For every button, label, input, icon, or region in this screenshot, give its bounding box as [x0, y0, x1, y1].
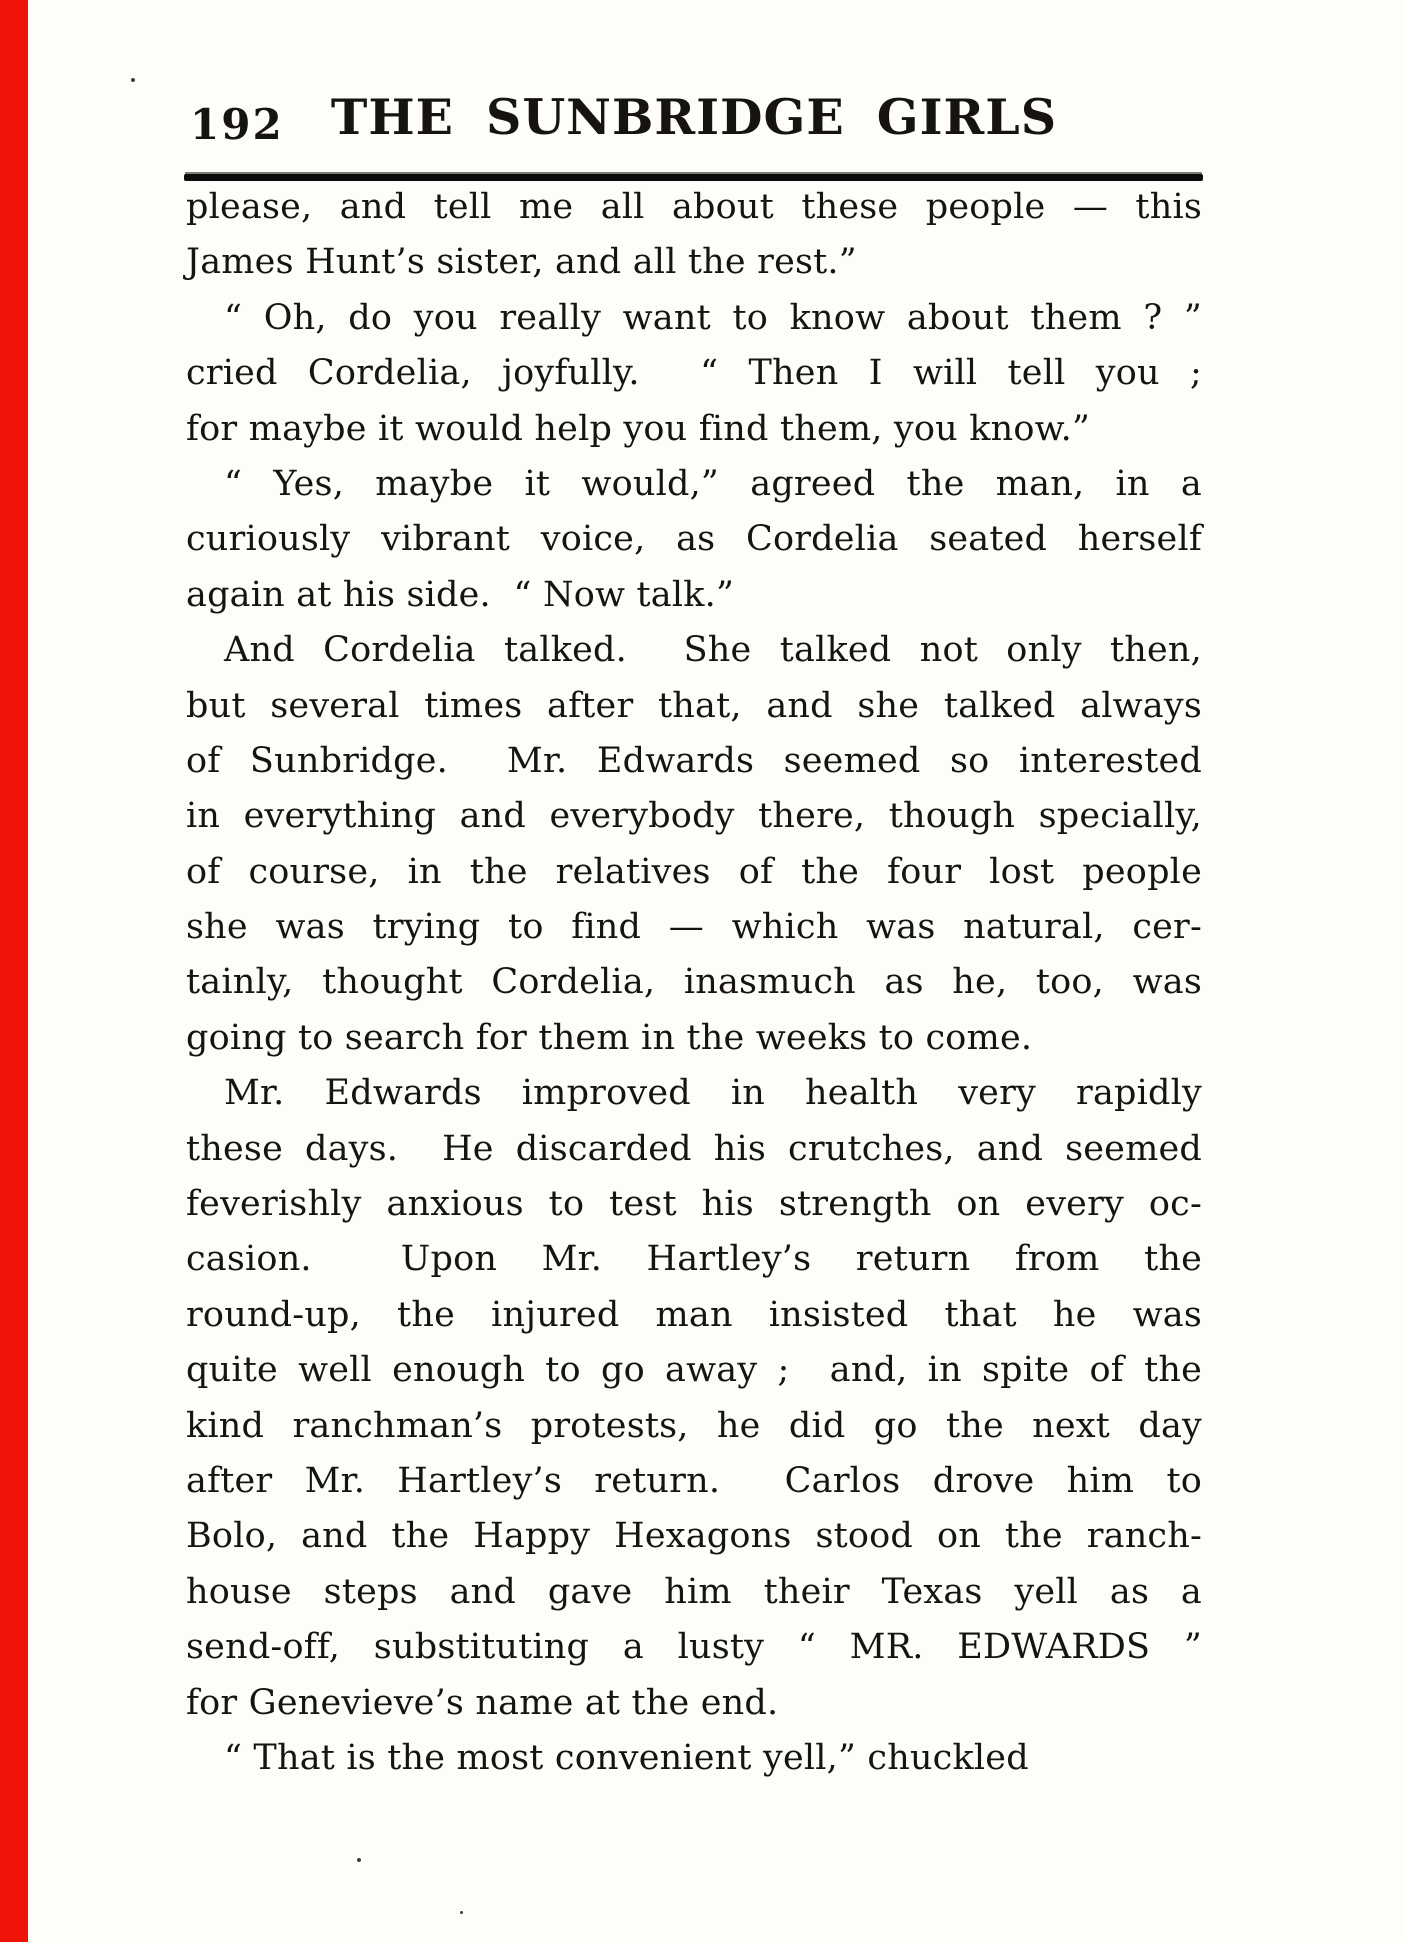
- text-line: house steps and gave him their Texas yell as a: [186, 1571, 1202, 1612]
- running-header-title: THE SUNBRIDGE GIRLS: [330, 88, 1058, 146]
- left-edge-red-strip: [0, 0, 28, 1942]
- text-line: Bolo, and the Happy Hexagons stood on the ranch-: [186, 1516, 1202, 1557]
- text-line: for Genevieve’s name at the end.: [186, 1682, 779, 1723]
- text-line: “ Oh, do you really want to know about them ? ”: [224, 297, 1202, 338]
- text-line: “ Yes, maybe it would,” agreed the man, in a: [224, 463, 1202, 504]
- scan-speck: [357, 1858, 361, 1862]
- scan-speck: [460, 1911, 463, 1914]
- text-line: kind ranchman’s protests, he did go the next day: [186, 1405, 1202, 1446]
- text-line: quite well enough to go away ; and, in spite of the: [186, 1350, 1202, 1391]
- text-line: curiously vibrant voice, as Cordelia seated herself: [186, 519, 1202, 560]
- text-line: feverishly anxious to test his strength on every oc-: [186, 1184, 1202, 1225]
- text-line: of course, in the relatives of the four lost people: [186, 851, 1202, 892]
- text-line: “ That is the most convenient yell,” chuckled: [224, 1737, 1029, 1778]
- page-number: 192: [190, 100, 284, 149]
- text-line: but several times after that, and she talked always: [186, 685, 1202, 726]
- text-line: please, and tell me all about these people — this: [186, 187, 1202, 227]
- text-line: again at his side. “ Now talk.”: [186, 574, 735, 615]
- text-line: going to search for them in the weeks to come.: [186, 1017, 1033, 1058]
- text-line: James Hunt’s sister, and all the rest.”: [186, 242, 857, 283]
- text-line: she was trying to find — which was natural, cer-: [186, 907, 1202, 948]
- page-body-text: [186, 180, 1202, 1786]
- text-line: casion. Upon Mr. Hartley’s return from the: [186, 1239, 1202, 1280]
- text-line: in everything and everybody there, though specially,: [186, 796, 1202, 837]
- text-line: of Sunbridge. Mr. Edwards seemed so interested: [186, 740, 1202, 781]
- scan-speck: [131, 78, 135, 82]
- text-line: these days. He discarded his crutches, and seemed: [186, 1128, 1202, 1169]
- text-line: send-off, substituting a lusty “ MR. EDWARDS ”: [186, 1627, 1202, 1668]
- text-line: tainly, thought Cordelia, inasmuch as he, too, was: [186, 962, 1202, 1003]
- text-line: cried Cordelia, joyfully. “ Then I will tell you ;: [186, 353, 1202, 394]
- text-line: round-up, the injured man insisted that he was: [186, 1294, 1202, 1335]
- text-line: Mr. Edwards improved in health very rapidly: [224, 1073, 1202, 1114]
- text-line: for maybe it would help you find them, you know.”: [186, 408, 1091, 449]
- text-line: after Mr. Hartley’s return. Carlos drove him to: [186, 1460, 1202, 1501]
- text-line: And Cordelia talked. She talked not only then,: [224, 630, 1202, 671]
